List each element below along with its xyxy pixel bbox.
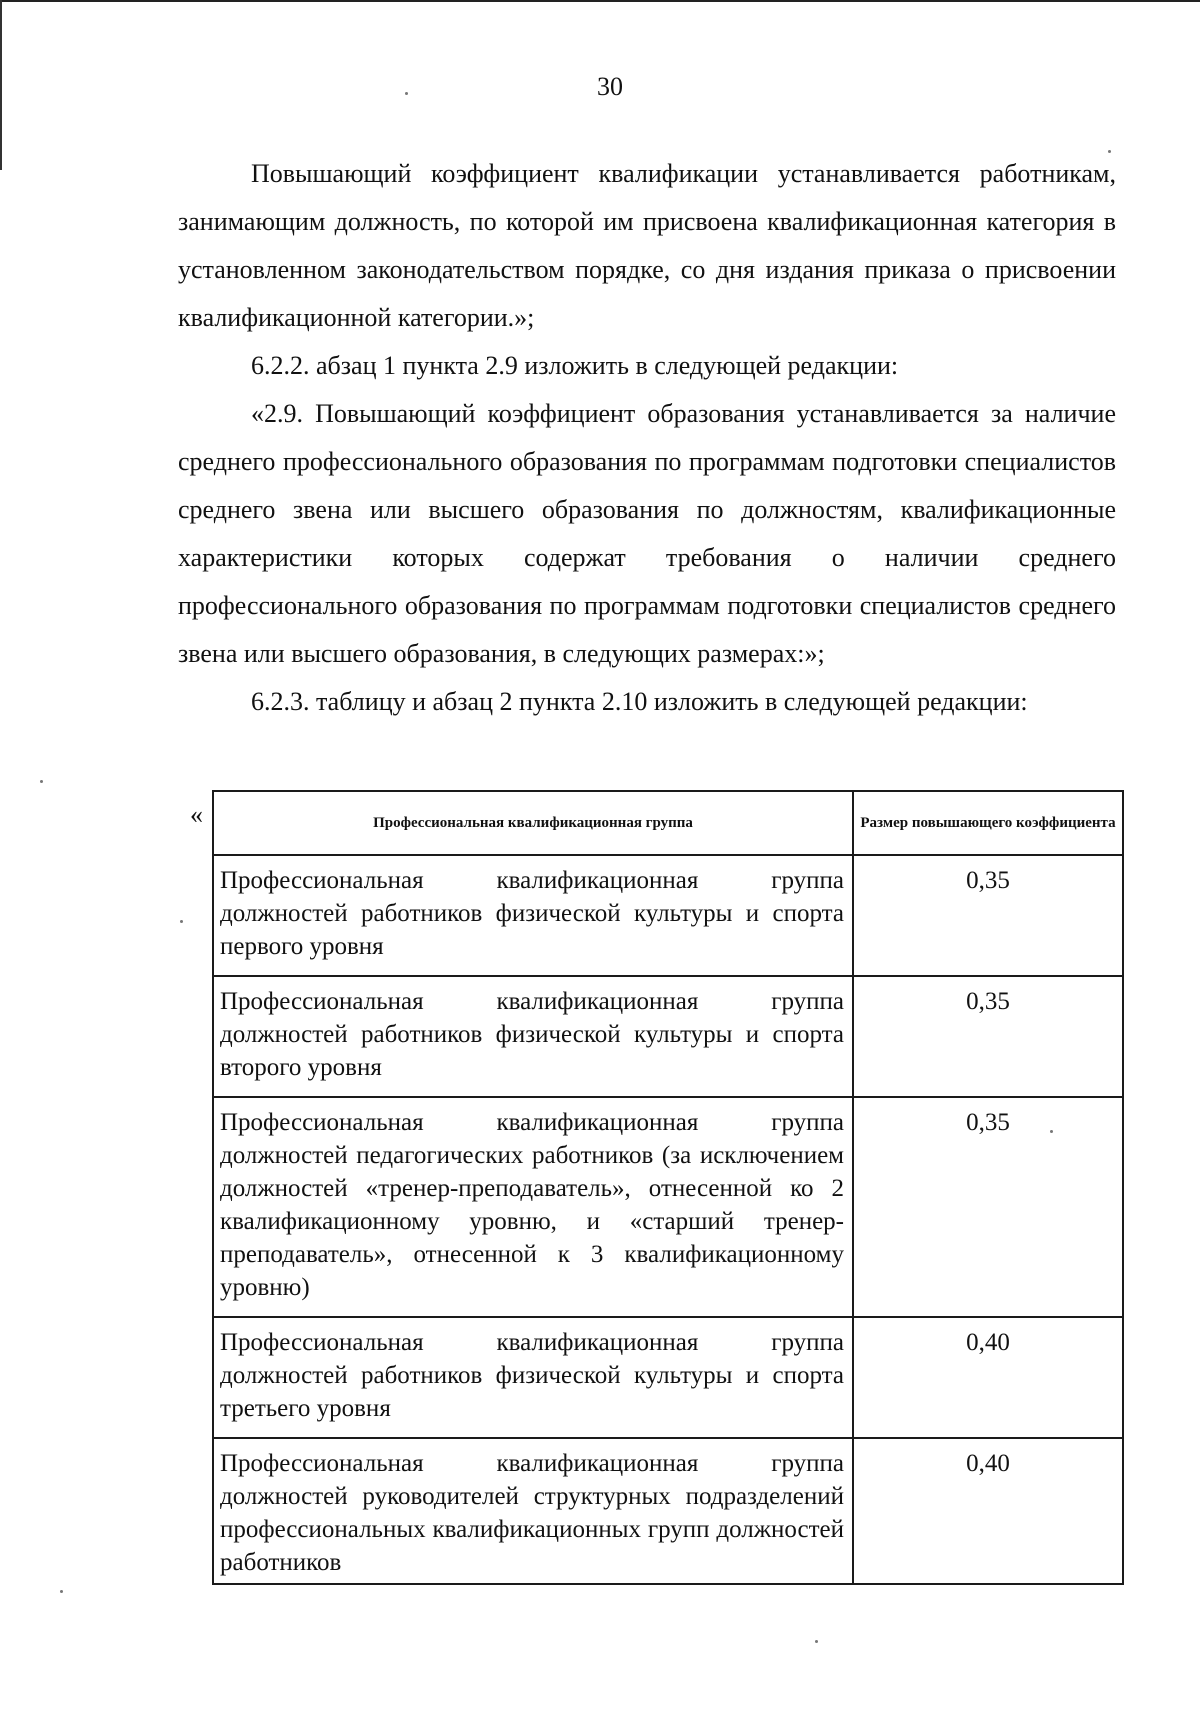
scan-speck (1108, 150, 1111, 153)
document-body (178, 150, 1116, 726)
scan-speck (815, 1640, 818, 1643)
table-header-row (213, 791, 1123, 855)
page-number: 30 (597, 72, 623, 101)
row-group: Профессиональная квалификационная группа должностей работников физической культуры и спорта третьего уровня (213, 1317, 853, 1438)
row-group: Профессиональная квалификационная группа должностей работников физической культуры и спорта первого уровня (213, 855, 853, 976)
scan-speck (40, 780, 43, 783)
row-group: Профессиональная квалификационная группа должностей работников физической культуры и спорта второго уровня (213, 976, 853, 1097)
scan-speck (405, 92, 408, 95)
coefficient-table-wrapper (212, 790, 1122, 1585)
opening-quote: « (190, 800, 203, 829)
row-coefficient: 0,40 (853, 1438, 1123, 1584)
scan-edge-top (0, 0, 1200, 2)
table-row (213, 1097, 1123, 1317)
row-coefficient: 0,35 (853, 1097, 1123, 1317)
coefficient-table (212, 790, 1124, 1585)
header-coefficient: Размер повышающего коэффициента (853, 791, 1123, 855)
scan-speck (60, 1590, 63, 1593)
paragraph-qualification: Повышающий коэффициент квалификации устанавливается работникам, занимающим должность, по которой им присвоена квалификационная категория в установленном законодательством порядке, со дня издания приказа о присвоении квалификационной категории.»; (178, 159, 1116, 332)
paragraph-6-2-3: 6.2.3. таблицу и абзац 2 пункта 2.10 изложить в следующей редакции: (251, 687, 1028, 716)
scan-speck (1050, 1130, 1053, 1133)
paragraph-6-2-2: 6.2.2. абзац 1 пункта 2.9 изложить в следующей редакции: (251, 351, 899, 380)
row-coefficient: 0,35 (853, 855, 1123, 976)
paragraph-2-9: «2.9. Повышающий коэффициент образования устанавливается за наличие среднего профессионального образования по программам подготовки специалистов среднего звена или высшего образования по должностям, квалификационные характеристики которых содержат требования о наличии среднего профессионального образования по программам подготовки специалистов среднего звена или высшего образования, в следующих размерах:»; (178, 399, 1116, 668)
row-coefficient: 0,40 (853, 1317, 1123, 1438)
row-group: Профессиональная квалификационная группа должностей руководителей структурных подразделений профессиональных квалификационных групп должностей работников (213, 1438, 853, 1584)
header-group: Профессиональная квалификационная группа (213, 791, 853, 855)
scan-speck (180, 920, 183, 923)
table-row (213, 1438, 1123, 1584)
row-coefficient: 0,35 (853, 976, 1123, 1097)
table-row (213, 1317, 1123, 1438)
table-row (213, 855, 1123, 976)
table-row (213, 976, 1123, 1097)
row-group: Профессиональная квалификационная группа должностей педагогических работников (за исключением должностей «тренер-преподаватель», отнесенной ко 2 квалификационному уровню, и «старший тренер-преподаватель», отнесенной к 3 квалификационному уровню) (213, 1097, 853, 1317)
